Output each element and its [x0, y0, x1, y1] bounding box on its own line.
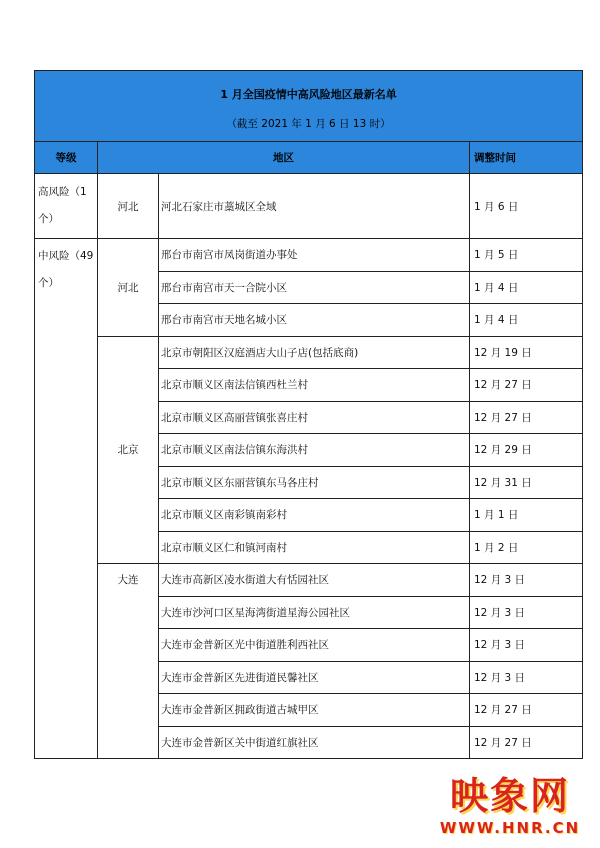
province-cell: 北京 — [98, 336, 159, 564]
date-cell: 12 月 31 日 — [470, 466, 583, 499]
table-title-cell — [35, 71, 583, 142]
province-cell: 河北 — [98, 174, 159, 239]
area-cell: 邢台市南宫市凤岗街道办事处 — [159, 239, 470, 272]
date-cell: 12 月 27 日 — [470, 694, 583, 727]
area-cell: 北京市顺义区南法信镇东海洪村 — [159, 434, 470, 467]
date-cell: 12 月 29 日 — [470, 434, 583, 467]
header-area: 地区 — [98, 142, 470, 174]
area-cell: 大连市金普新区光中街道胜利西社区 — [159, 629, 470, 662]
date-cell: 1 月 4 日 — [470, 304, 583, 337]
area-cell: 北京市顺义区南彩镇南彩村 — [159, 499, 470, 532]
province-cell: 河北 — [98, 239, 159, 337]
area-cell: 北京市顺义区南法信镇西杜兰村 — [159, 369, 470, 402]
date-cell: 12 月 27 日 — [470, 401, 583, 434]
province-cell: 大连 — [98, 564, 159, 759]
date-cell: 1 月 5 日 — [470, 239, 583, 272]
area-cell: 邢台市南宫市天一合院小区 — [159, 271, 470, 304]
header-level: 等级 — [35, 142, 98, 174]
date-cell: 1 月 4 日 — [470, 271, 583, 304]
area-cell: 北京市顺义区仁和镇河南村 — [159, 531, 470, 564]
area-cell: 大连市高新区凌水街道大有恬园社区 — [159, 564, 470, 597]
watermark-url: WWW.HNR.CN — [439, 819, 581, 837]
area-cell: 大连市金普新区先进街道民馨社区 — [159, 661, 470, 694]
area-cell: 邢台市南宫市天地名城小区 — [159, 304, 470, 337]
area-cell: 北京市朝阳区汉庭酒店大山子店(包括底商) — [159, 336, 470, 369]
watermark — [430, 774, 590, 842]
area-cell: 北京市顺义区高丽营镇张喜庄村 — [159, 401, 470, 434]
area-cell: 河北石家庄市藁城区全域 — [159, 174, 470, 239]
header-adjust-time: 调整时间 — [470, 142, 583, 174]
risk-area-table — [34, 70, 583, 759]
date-cell: 1 月 1 日 — [470, 499, 583, 532]
table-row — [35, 174, 583, 239]
date-cell: 12 月 3 日 — [470, 564, 583, 597]
date-cell: 12 月 3 日 — [470, 629, 583, 662]
risk-level-medium: 中风险（49 个） — [35, 239, 98, 759]
area-cell: 大连市金普新区拥政街道古城甲区 — [159, 694, 470, 727]
table-row — [35, 239, 583, 272]
watermark-logo: 映象网 — [449, 773, 570, 818]
area-cell: 大连市金普新区关中街道红旗社区 — [159, 726, 470, 759]
table-title: 1 月全国疫情中高风险地区最新名单 — [220, 87, 397, 101]
date-cell: 12 月 3 日 — [470, 596, 583, 629]
table-subtitle: （截至 2021 年 1 月 6 日 13 时） — [226, 117, 391, 130]
table-row — [35, 336, 583, 369]
date-cell: 12 月 27 日 — [470, 726, 583, 759]
date-cell: 12 月 27 日 — [470, 369, 583, 402]
date-cell: 1 月 6 日 — [470, 174, 583, 239]
risk-level-high: 高风险（1 个） — [35, 174, 98, 239]
table-row — [35, 564, 583, 597]
date-cell: 12 月 19 日 — [470, 336, 583, 369]
area-cell: 北京市顺义区东丽营镇东马各庄村 — [159, 466, 470, 499]
date-cell: 12 月 3 日 — [470, 661, 583, 694]
area-cell: 大连市沙河口区星海湾街道星海公园社区 — [159, 596, 470, 629]
date-cell: 1 月 2 日 — [470, 531, 583, 564]
